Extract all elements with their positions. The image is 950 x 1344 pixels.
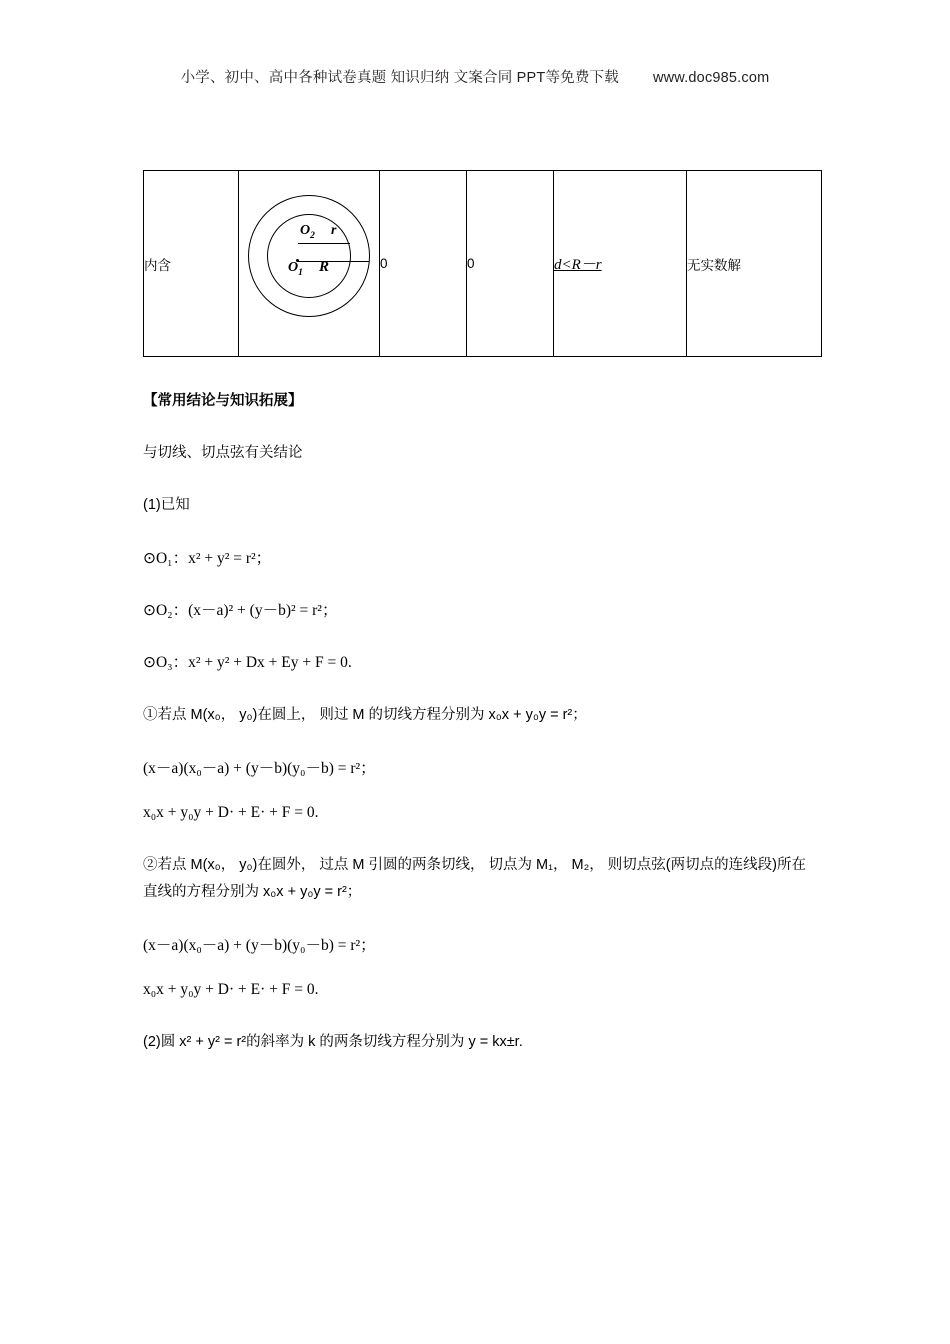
point-outside-circle-statement: ②若点 M(x₀， y₀)在圆外， 过点 M 引圆的两条切线， 切点为 M₁， M₂， 则切点弦(两切点的连线段)所在直线的方程分别为 x₀x + y₀y = r²； bbox=[143, 856, 806, 901]
cell-common-tangents: 0 bbox=[380, 171, 467, 357]
point-on-circle-statement: ①若点 M(x₀， y₀)在圆上， 则过 M 的切线方程分别为 x₀x + y₀y = r²； bbox=[143, 707, 587, 724]
point-on-circle-line-3: x₀x + y₀y + D· + E· + F = 0. bbox=[143, 803, 319, 821]
section-subheading: 与切线、切点弦有关结论 bbox=[143, 444, 303, 461]
cell-solution: 无实数解 bbox=[687, 171, 822, 357]
header-left-text: 小学、初中、高中各种试卷真题 知识归纳 文案合同 PPT等免费下载 bbox=[180, 70, 619, 86]
distance-formula: d<R－r bbox=[554, 257, 602, 273]
internal-containment-figure bbox=[239, 171, 379, 356]
radius-r-line bbox=[298, 243, 350, 244]
radius-R-line bbox=[298, 261, 369, 262]
point-outside-circle-line-2: (x－a)(x₀－a) + (y－b)(y₀－b) = r²； bbox=[143, 936, 376, 954]
circle-3-equation: ⊙O₃：x² + y² + Dx + Ey + F = 0. bbox=[143, 654, 352, 672]
cell-distance bbox=[554, 171, 687, 357]
label-o2: $O_2$ bbox=[300, 223, 315, 241]
label-o1: $O_1$ bbox=[288, 260, 303, 278]
label-R: R bbox=[319, 259, 330, 275]
label-r: r bbox=[331, 223, 337, 238]
header-site-url: www.doc985.com bbox=[652, 70, 770, 86]
point-outside-circle-line-3: x₀x + y₀y + D· + E· + F = 0. bbox=[143, 980, 319, 998]
cell-relation-name: 内含 bbox=[144, 171, 239, 357]
point-on-circle-line-2: (x－a)(x₀－a) + (y－b)(y₀－b) = r²； bbox=[143, 759, 376, 777]
table-row bbox=[144, 171, 822, 357]
circle-2-equation: ⊙O₂：(x－a)² + (y－b)² = r²； bbox=[143, 602, 338, 620]
item-2-statement: (2)圆 x² + y² = r²的斜率为 k 的两条切线方程分别为 y = kx±r. bbox=[143, 1033, 523, 1050]
item-1-label: (1)已知 bbox=[143, 496, 190, 513]
cell-figure bbox=[239, 171, 380, 357]
section-heading: 【常用结论与知识拓展】 bbox=[143, 393, 303, 409]
page-header bbox=[0, 66, 950, 87]
document-content bbox=[143, 170, 815, 1056]
circle-1-equation: ⊙O₁：x² + y² = r²； bbox=[143, 550, 272, 568]
cell-intersections: 0 bbox=[467, 171, 554, 357]
circle-relation-table bbox=[143, 170, 822, 357]
